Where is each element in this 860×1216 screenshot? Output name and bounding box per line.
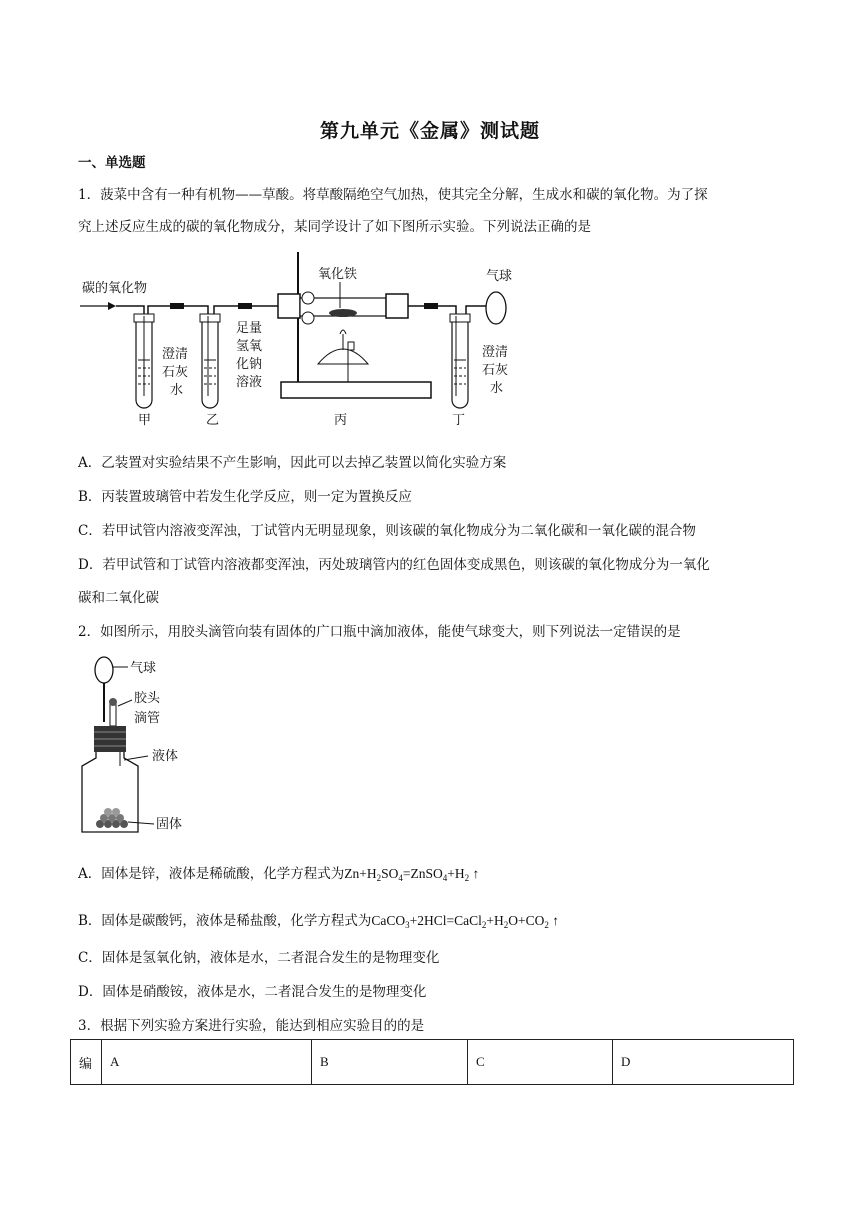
q2-option-a-text: A．固体是锌，液体是稀硫酸，化学方程式为 <box>78 866 345 882</box>
tube-jia-label-2: 石灰 <box>162 365 189 380</box>
q2-option-d: D．固体是硝酸铵，液体是水，二者混合发生的是物理变化 <box>78 984 427 1000</box>
table-cell-b: B <box>312 1040 468 1085</box>
q3-options-table <box>70 1039 794 1085</box>
name-jia: 甲 <box>138 413 152 428</box>
q1-apparatus-figure <box>78 250 538 430</box>
tube-yi-label-4: 溶液 <box>236 375 263 390</box>
balloon-q2 <box>95 657 113 683</box>
balloon-d-label: 气球 <box>486 269 513 284</box>
q1-option-c: C．若甲试管内溶液变浑浊，丁试管内无明显现象，则该碳的氧化物成分为二氧化碳和一氧化碳的混合物 <box>78 523 696 539</box>
table-cell-index: 编 <box>71 1040 102 1085</box>
q1-stem-line1: 1．菠菜中含有一种有机物——草酸。将草酸隔绝空气加热，使其完全分解，生成水和碳的氧化物。为了探 <box>78 187 708 203</box>
q2-solid-label: 固体 <box>156 817 183 832</box>
tube-jia-label-1: 澄清 <box>162 347 189 362</box>
q1-option-d-line1: D．若甲试管和丁试管内溶液都变浑浊，丙处玻璃管内的红色固体变成黑色，则该碳的氧化物成分为一氧化 <box>78 557 710 573</box>
name-bing: 丙 <box>334 413 348 428</box>
tube-yi <box>200 314 220 408</box>
table-row <box>71 1040 794 1085</box>
q3-stem: 3．根据下列实验方案进行实验，能达到相应实验目的的是 <box>78 1018 425 1034</box>
q2-liquid-label: 液体 <box>152 749 179 764</box>
q2-option-b <box>78 909 559 930</box>
q2-option-b-text: B．固体是碳酸钙，液体是稀盐酸，化学方程式为 <box>78 913 372 929</box>
tube-ding-label-1: 澄清 <box>482 345 509 360</box>
connector-bc <box>238 303 252 309</box>
table-cell-d: D <box>613 1040 794 1085</box>
q1-stem-line2: 究上述反应生成的碳的氧化物成分，某同学设计了如下图所示实验。下列说法正确的是 <box>78 219 591 235</box>
table-cell-c: C <box>468 1040 613 1085</box>
name-ding: 丁 <box>452 413 466 428</box>
q2-stem: 2．如图所示，用胶头滴管向装有固体的广口瓶中滴加液体，能使气球变大，则下列说法一定错误的是 <box>78 624 681 640</box>
solid-pile <box>96 808 128 828</box>
iron-oxide-label: 氧化铁 <box>318 267 358 282</box>
section-heading: 一、单选题 <box>78 155 146 171</box>
page-title: 第九单元《金属》测试题 <box>319 120 540 142</box>
tube-ding <box>450 314 470 408</box>
tube-jia-label-3: 水 <box>170 383 184 398</box>
q2-option-a <box>78 862 479 883</box>
tube-ding-label-2: 石灰 <box>482 363 509 378</box>
tube-ding-label-3: 水 <box>490 381 504 396</box>
q2-dropper-label-2: 滴管 <box>134 711 161 726</box>
q2-balloon-label: 气球 <box>130 661 157 676</box>
q2-option-a-equation: $Zn+H_2SO_4=ZnSO_4+H_2$ ↑ <box>344 866 480 883</box>
tube-yi-label-3: 化钠 <box>236 357 263 372</box>
connector-cd <box>424 303 438 309</box>
q1-option-d-line2: 碳和二氧化碳 <box>78 590 159 606</box>
name-yi: 乙 <box>206 413 220 428</box>
connector-ab <box>170 303 184 309</box>
q1-option-a: A．乙装置对实验结果不产生影响，因此可以去掉乙装置以简化实验方案 <box>78 455 507 471</box>
table-cell-a: A <box>102 1040 312 1085</box>
q2-option-b-equation: $CaCO_3+2HCl=CaCl_2+H_2O+CO_2$ ↑ <box>371 913 560 930</box>
q2-dropper-label-1: 胶头 <box>134 691 161 706</box>
balloon-d <box>486 292 506 324</box>
tube-yi-label-2: 氢氧 <box>236 339 263 354</box>
dropper <box>110 704 116 726</box>
inlet-arrow-head <box>108 302 116 310</box>
q1-option-b: B．丙装置玻璃管中若发生化学反应，则一定为置换反应 <box>78 489 412 505</box>
tube-yi-label-1: 足量 <box>236 321 263 336</box>
q2-option-c: C．固体是氢氧化钠，液体是水，二者混合发生的是物理变化 <box>78 950 440 966</box>
inlet-label: 碳的氧化物 <box>82 281 148 296</box>
q2-apparatus-figure <box>78 652 208 836</box>
tube-jia <box>134 314 154 408</box>
